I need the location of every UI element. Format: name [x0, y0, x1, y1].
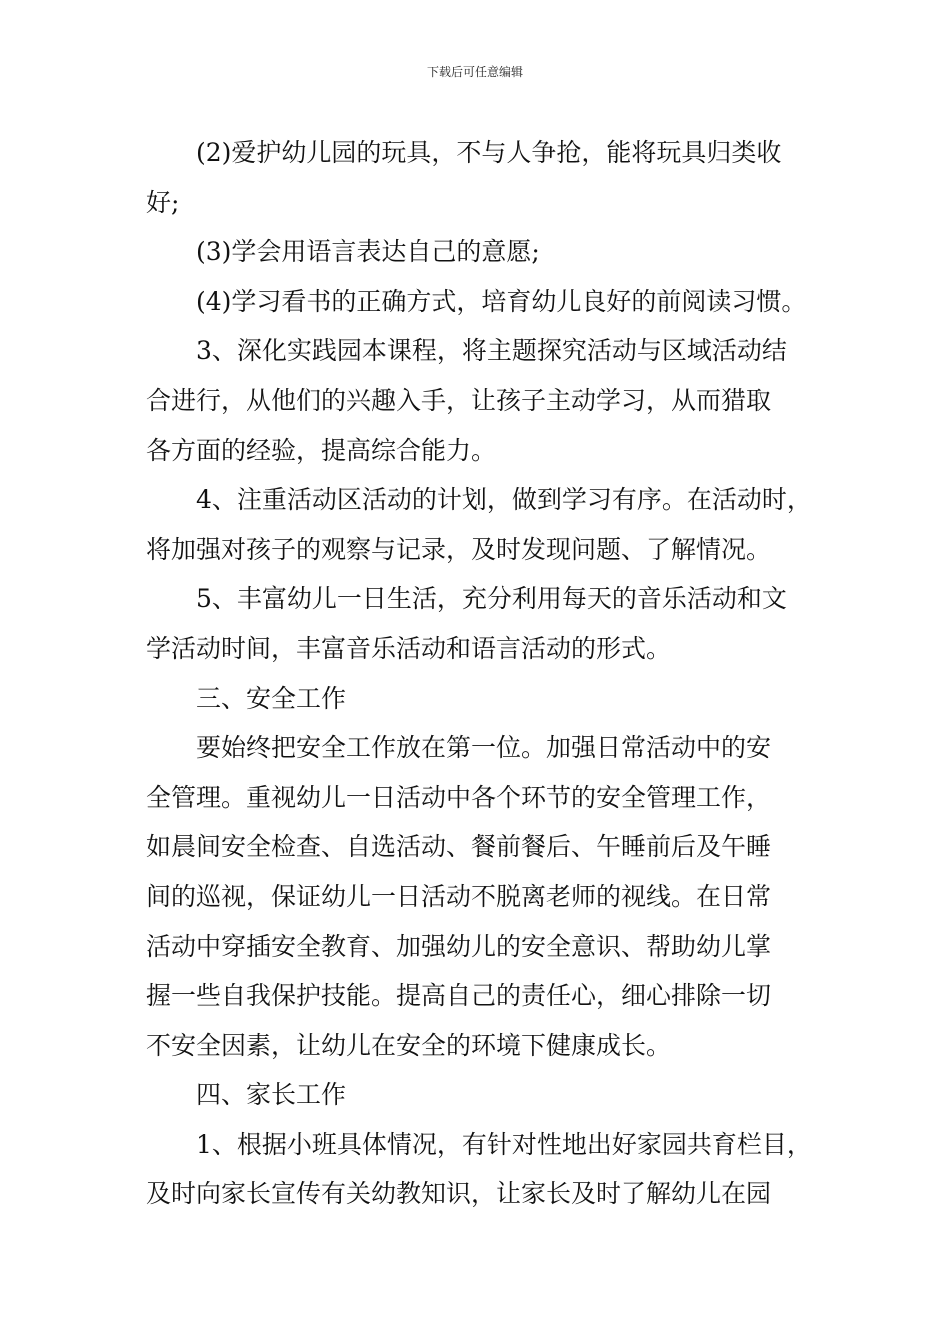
text-line: 握一些自我保护技能。提高自己的责任心，细心排除一切 [146, 981, 772, 1011]
page-header: 下载后可任意编辑 [426, 65, 523, 79]
text-line: 活动中穿插安全教育、加强幼儿的安全意识、帮助幼儿掌 [146, 931, 772, 961]
section-heading: 三、安全工作 [196, 683, 347, 713]
text-line: 4、注重活动区活动的计划，做到学习有序。在活动时， [196, 485, 812, 515]
text-line: 各方面的经验，提高综合能力。 [146, 435, 497, 465]
text-line: 不安全因素，让幼儿在安全的环境下健康成长。 [146, 1030, 672, 1060]
text-line: (2)爱护幼儿园的玩具，不与人争抢，能将玩具归类收 [196, 138, 782, 167]
text-line: 间的巡视，保证幼儿一日活动不脱离老师的视线。在日常 [146, 881, 772, 911]
text-line: 3、深化实践园本课程，将主题探究活动与区域活动结 [196, 336, 787, 366]
section-heading: 四、家长工作 [196, 1080, 347, 1110]
text-line: 5、丰富幼儿一日生活，充分利用每天的音乐活动和文 [196, 584, 787, 614]
text-line: 好; [146, 187, 180, 217]
text-line: 及时向家长宣传有关幼教知识，让家长及时了解幼儿在园 [146, 1179, 772, 1209]
text-line: 1、根据小班具体情况，有针对性地出好家园共育栏目， [196, 1129, 812, 1159]
text-line: 学活动时间，丰富音乐活动和语言活动的形式。 [146, 633, 672, 663]
text-line: 如晨间安全检查、自选活动、餐前餐后、午睡前后及午睡 [146, 832, 772, 862]
text-line: 将加强对孩子的观察与记录，及时发现问题、了解情况。 [146, 534, 772, 564]
text-line: 合进行，从他们的兴趣入手，让孩子主动学习，从而猎取 [146, 385, 772, 415]
text-line: 要始终把安全工作放在第一位。加强日常活动中的安 [196, 733, 772, 763]
text-line: 全管理。重视幼儿一日活动中各个环节的安全管理工作， [146, 782, 772, 812]
document-body [146, 128, 826, 1219]
text-line: (4)学习看书的正确方式，培育幼儿良好的前阅读习惯。 [196, 286, 807, 316]
text-line: (3)学会用语言表达自己的意愿; [196, 237, 540, 267]
